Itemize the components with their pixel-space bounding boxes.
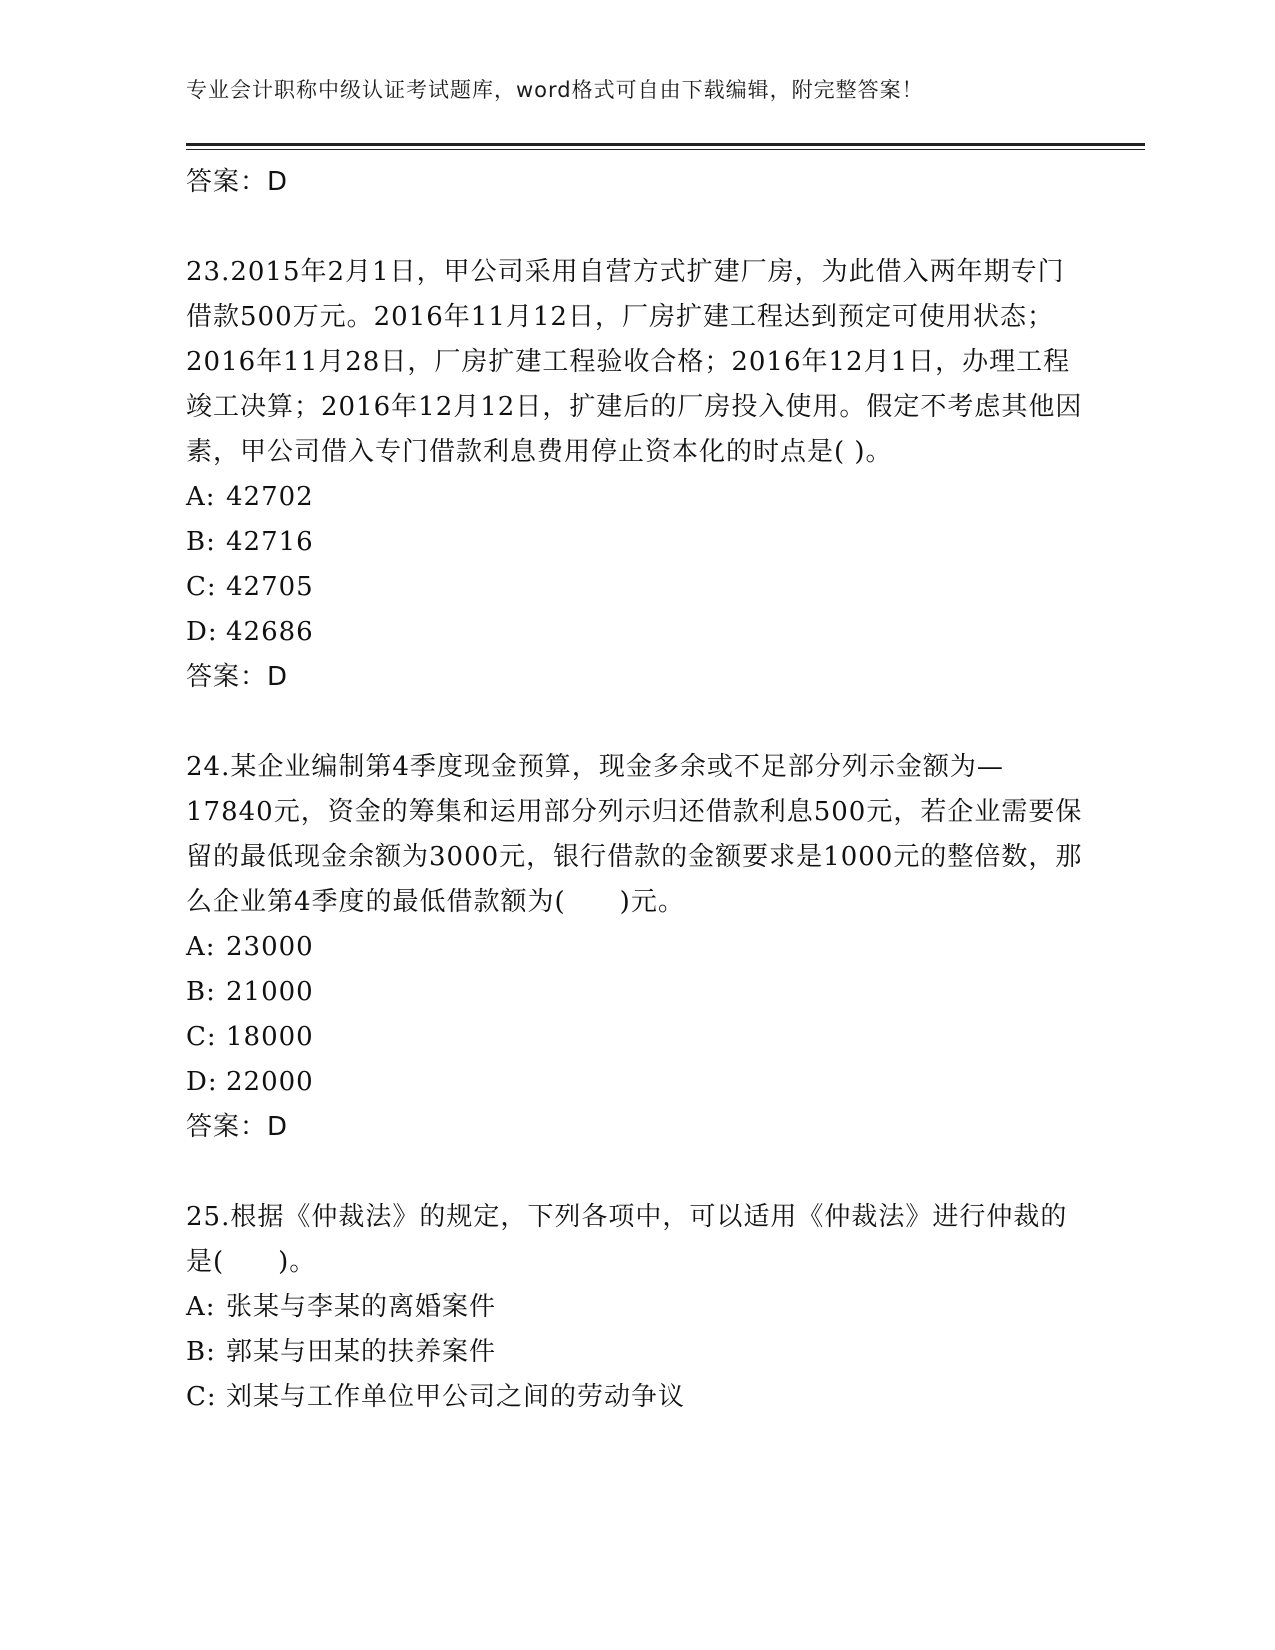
option-text: 42705 bbox=[226, 572, 314, 602]
option-letter: B: bbox=[186, 1337, 216, 1367]
option-b bbox=[186, 520, 1086, 565]
question-text: 25.根据《仲裁法》的规定，下列各项中，可以适用《仲裁法》进行仲裁的是( )。 bbox=[186, 1202, 1068, 1277]
option-letter: C: bbox=[186, 1022, 217, 1052]
option-c bbox=[186, 1375, 1086, 1420]
option-a bbox=[186, 925, 1086, 970]
option-text: 42686 bbox=[226, 617, 314, 647]
option-text: 42702 bbox=[226, 482, 314, 512]
spacer bbox=[186, 700, 1086, 745]
spacer bbox=[186, 1150, 1086, 1195]
option-text: 42716 bbox=[226, 527, 314, 557]
option-b bbox=[186, 1330, 1086, 1375]
option-text: 刘某与工作单位甲公司之间的劳动争议 bbox=[226, 1382, 686, 1412]
option-c bbox=[186, 1015, 1086, 1060]
option-b bbox=[186, 970, 1086, 1015]
option-d bbox=[186, 1060, 1086, 1105]
question-block bbox=[186, 745, 1086, 1150]
answer-label: 答案：D bbox=[186, 662, 289, 692]
question-block bbox=[186, 1195, 1086, 1420]
option-text: 22000 bbox=[226, 1067, 314, 1097]
question-text: 24.某企业编制第4季度现金预算，现金多余或不足部分列示金额为—17840元，资金的筹集和运用部分列示归还借款利息500元，若企业需要保留的最低现金余额为3000元，银行借款的金额要求是1000元的整倍数，那么企业第4季度的最低借款额为( )元。 bbox=[186, 752, 1083, 917]
option-letter: A: bbox=[186, 1292, 216, 1322]
answer-label: 答案：D bbox=[186, 167, 289, 197]
option-letter: C: bbox=[186, 572, 217, 602]
option-letter: B: bbox=[186, 527, 216, 557]
option-letter: B: bbox=[186, 977, 216, 1007]
question-text: 23.2015年2月1日，甲公司采用自营方式扩建厂房，为此借入两年期专门借款500万元。2016年11月12日，厂房扩建工程达到预定可使用状态；2016年11月28日，厂房扩建工程验收合格；2016年12月1日，办理工程竣工决算；2016年12月12日，扩建后的厂房投入使用。假定不考虑其他因素，甲公司借入专门借款利息费用停止资本化的时点是( )。 bbox=[186, 257, 1083, 467]
option-letter: D: bbox=[186, 617, 218, 647]
option-text: 18000 bbox=[226, 1022, 314, 1052]
document-body bbox=[186, 160, 1086, 1420]
option-a bbox=[186, 475, 1086, 520]
option-c bbox=[186, 565, 1086, 610]
option-letter: A: bbox=[186, 482, 216, 512]
page-header: 专业会计职称中级认证考试题库，word格式可自由下载编辑，附完整答案！ bbox=[186, 78, 924, 102]
option-letter: C: bbox=[186, 1382, 217, 1412]
option-a bbox=[186, 1285, 1086, 1330]
option-text: 21000 bbox=[226, 977, 314, 1007]
option-d bbox=[186, 610, 1086, 655]
answer-label: 答案：D bbox=[186, 1112, 289, 1142]
header-rule-thick bbox=[186, 143, 1145, 146]
header-rule-thin bbox=[186, 149, 1145, 150]
option-letter: D: bbox=[186, 1067, 218, 1097]
spacer bbox=[186, 205, 1086, 250]
option-text: 张某与李某的离婚案件 bbox=[226, 1292, 497, 1322]
option-text: 郭某与田某的扶养案件 bbox=[226, 1337, 497, 1367]
option-letter: A: bbox=[186, 932, 216, 962]
option-text: 23000 bbox=[226, 932, 314, 962]
question-block bbox=[186, 250, 1086, 700]
